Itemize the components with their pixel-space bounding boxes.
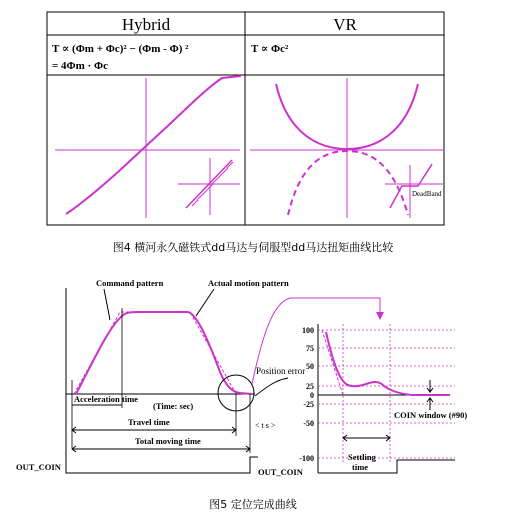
y-tick-minus100: -100 [299,454,314,463]
vr-deadband-curve [390,164,432,208]
position-error-label: Position error [256,366,306,376]
travel-time-label: Travel time [128,417,170,427]
actual-motion-label: Actual motion pattern [208,278,289,288]
acceleration-time-label: Acceleration time [74,394,138,404]
position-error-curve [326,332,450,395]
out-coin-right-signal [318,460,455,473]
time-unit-label: (Time: sec) [153,401,194,411]
vr-title: VR [333,15,357,34]
torque-comparison-diagram [0,0,506,240]
figure5-caption: 图5 定位完成曲线 [209,498,297,511]
settling-time-label-1: Settling [348,452,376,462]
command-pattern-label: Command pattern [96,278,164,288]
total-moving-time-label: Total moving time [135,436,201,446]
coin-window-label: COIN window (#90) [394,410,468,420]
y-tick-0: 0 [310,391,314,400]
y-tick-75: 75 [306,344,314,353]
zoom-command-line [322,330,343,395]
settling-time-label-2: time [352,462,369,472]
zoom-grid [318,324,455,463]
zoom-arrowhead [376,312,384,320]
hybrid-torque-curve [66,76,241,214]
y-tick-25: 25 [306,382,314,391]
y-tick-minus25: -25 [303,400,314,409]
vr-formula: T ∝ Φc² [251,43,289,55]
actual-motion-pointer [196,289,214,316]
hybrid-formula-line2: = 4Φm · Φc [52,60,108,72]
out-coin-left-label: OUT_COIN [16,462,61,472]
y-tick-minus50: -50 [303,419,314,428]
ts-label: < t s > [255,421,276,430]
figure4-caption: 图4 横河永久磁铁式dd马达与伺服型dd马达扭矩曲线比较 [112,241,394,254]
hybrid-title: Hybrid [121,15,171,34]
actual-motion-curve [76,312,252,394]
command-pattern-pointer [104,289,110,320]
hybrid-formula-line1: T ∝ (Φm + Φc)² − (Φm - Φ) ² [52,43,189,55]
y-tick-100: 100 [302,326,314,335]
vr-negative-curve [288,151,408,215]
zoom-pointer [255,378,288,396]
deadband-label: DeadBand [412,190,442,198]
out-coin-right-label: OUT_COIN [258,467,303,477]
positioning-completion-diagram [0,268,506,488]
out-coin-left-signal [66,457,258,473]
y-tick-50: 50 [306,362,314,371]
